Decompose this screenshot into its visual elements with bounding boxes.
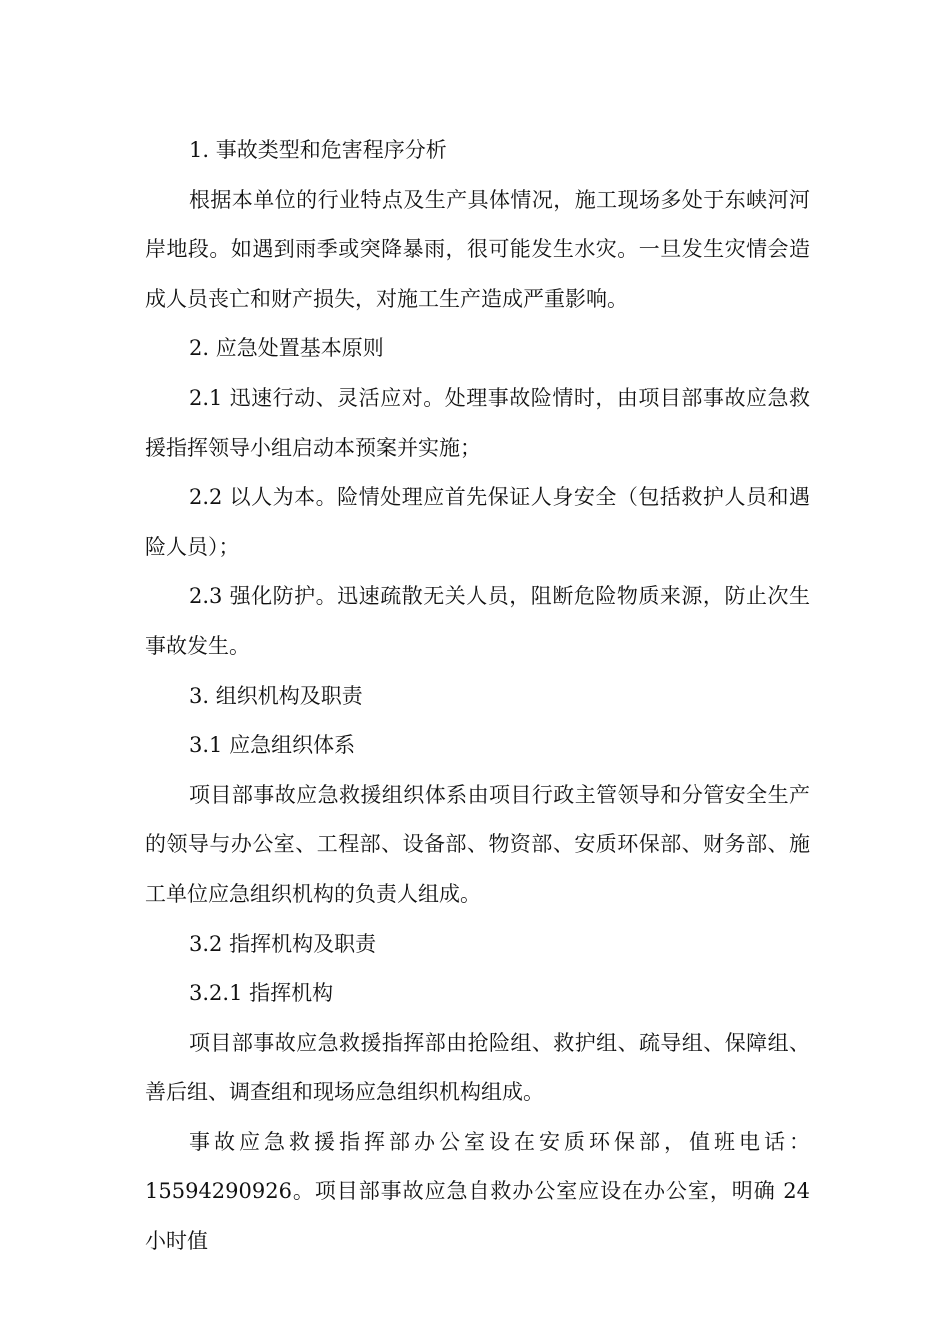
subsection-heading-3-1: 3.1 应急组织体系 bbox=[189, 733, 356, 758]
paragraph-principle-2-2: 2.2 以人为本。险情处理应首先保证人身安全（包括救护人员和遇险人员）； bbox=[145, 485, 810, 559]
paragraph-duty-office: 事故应急救援指挥部办公室设在安质环保部，值班电话：15594290926。项目部事故应急自救办公室应设在办公室，明确 24 小时值 bbox=[145, 1129, 810, 1254]
paragraph-organization-system: 项目部事故应急救援组织体系由项目行政主管领导和分管安全生产的领导与办公室、工程部、设备部、物资部、安质环保部、财务部、施工单位应急组织机构的负责人组成。 bbox=[145, 782, 810, 906]
paragraph-hazard-analysis: 根据本单位的行业特点及生产具体情况，施工现场多处于东峡河河岸地段。如遇到雨季或突降暴雨，很可能发生水灾。一旦发生灾情会造成人员丧亡和财产损失，对施工生产造成严重影响。 bbox=[145, 187, 810, 311]
paragraph-principle-2-1: 2.1 迅速行动、灵活应对。处理事故险情时，由项目部事故应急救援指挥领导小组启动本预案并实施； bbox=[145, 385, 810, 460]
paragraph-command-structure: 项目部事故应急救援指挥部由抢险组、救护组、疏导组、保障组、善后组、调查组和现场应急组织机构组成。 bbox=[145, 1030, 810, 1105]
subsection-heading-3-2: 3.2 指挥机构及职责 bbox=[189, 931, 377, 956]
document-body bbox=[145, 126, 810, 1267]
paragraph-principle-2-3: 2.3 强化防护。迅速疏散无关人员，阻断危险物质来源，防止次生事故发生。 bbox=[145, 584, 810, 658]
section-heading-3: 3. 组织机构及职责 bbox=[189, 683, 363, 708]
section-heading-1: 1. 事故类型和危害程序分析 bbox=[189, 138, 447, 162]
section-heading-2: 2. 应急处置基本原则 bbox=[189, 336, 384, 361]
subsection-heading-3-2-1: 3.2.1 指挥机构 bbox=[189, 981, 334, 1006]
